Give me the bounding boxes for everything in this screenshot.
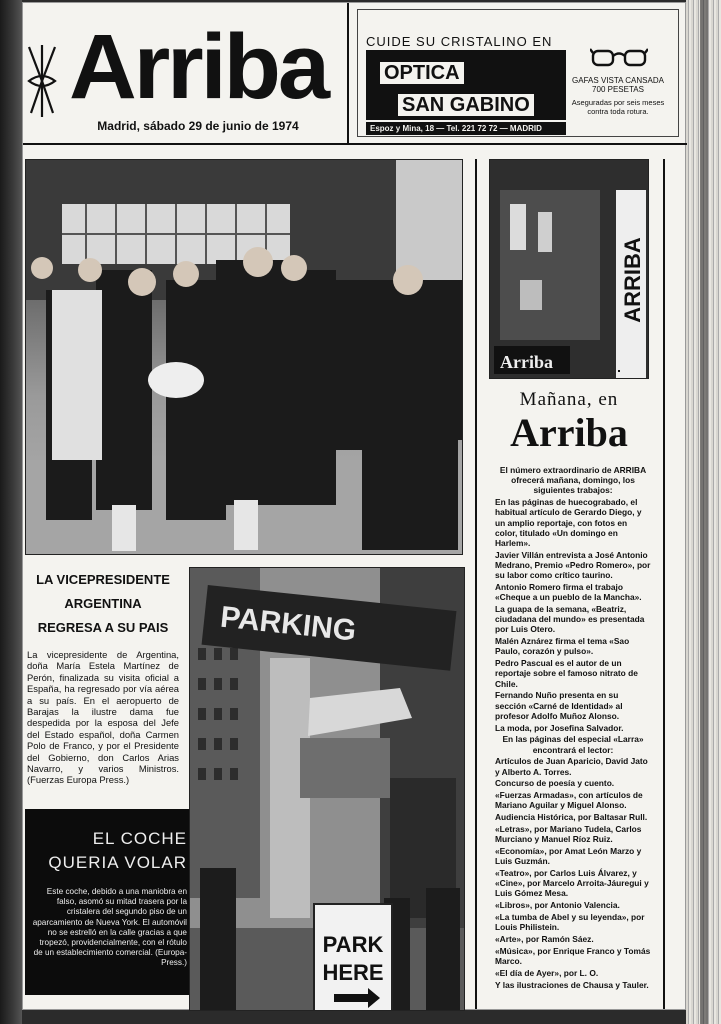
list-item: Pedro Pascual es el autor de un reportaje sobre el famoso nitrato de Chile.	[495, 658, 638, 689]
side-photo-logo: Arriba	[500, 352, 553, 372]
coche-body: Este coche, debido a una maniobra en falso, asomó su mitad trasera por la cristalera del segundo piso de un aparcamiento de Nueva York. El automóvil no se estrelló en la calle gracias a que tropezó, providencialmente, con el rótulo de un establecimiento comercial. (Europa-Press.)	[32, 887, 187, 968]
list-item: Y las ilustraciones de Chausa y Tauler.	[495, 979, 649, 990]
main-photo-illustration	[26, 160, 463, 555]
list-item: «Arte», por Ramón Sáez.	[495, 934, 594, 945]
list-item: «Música», por Enrique Franco y Tomás Marco.	[495, 945, 651, 967]
coche-article	[25, 809, 193, 995]
yoke-and-arrows-icon	[25, 41, 59, 121]
ad-tagline: CUIDE SU CRISTALINO EN	[366, 34, 553, 49]
nyc-photo-illustration	[190, 568, 465, 1011]
list-item: En las páginas de huecograbado, el habitual artículo de Gerardo Diego, y un amplio reportaje, con fotos en color, titulado «Un domingo en Harlem».	[495, 497, 642, 549]
vicepresidente-headline-line3: REGRESA A SU PAIS	[37, 620, 169, 635]
masthead	[23, 3, 687, 145]
list-item: «El día de Ayer», por L. O.	[495, 967, 599, 978]
list-item: Malén Aznárez firma el tema «Sao Paulo, corazón y pulso».	[495, 636, 630, 657]
coche-headline-line2: QUERIA VOLAR	[48, 853, 187, 872]
parking-sign: PARKING	[218, 600, 358, 648]
list-item: «Libros», por Antonio Valencia.	[495, 900, 620, 911]
main-photo-farewell	[25, 159, 463, 555]
list-item: La guapa de la semana, «Beatriz, ciudadana del mundo» es presentada por Luis Otero.	[495, 604, 645, 635]
optica-advertisement	[357, 9, 679, 137]
column-rule-right	[663, 159, 665, 1009]
side-photo-vertical-logo: ARRIBA	[620, 237, 645, 323]
vicepresidente-body: La vicepresidente de Argentina, doña María Estela Martínez de Perón, finalizada su visita oficial a España, ha regresado por vía aérea a su país. En el aeropuerto de Barajas la ilustre dama fue despedida por la esposa del Jefe del Estado español, doña Carmen Polo de Franco, y por el Presidente del Gobierno, don Carlos Arias Navarro, y varios Ministros. (Fuerzas Europa Press.)	[27, 649, 179, 786]
newspaper-page	[22, 2, 686, 1010]
list-item: La moda, por Josefina Salvador.	[495, 722, 624, 733]
book-binding	[0, 0, 22, 1024]
list-item: Artículos de Juan Aparicio, David Jato y Alberto A. Torres.	[495, 756, 648, 777]
list-item: Antonio Romero firma el trabajo «Cheque a un pueblo de la Mancha».	[495, 582, 642, 603]
list-item: Javier Villán entrevista a José Antonio Medrano, Premio «Pedro Romero», por su labor como crítico taurino.	[495, 549, 651, 581]
nyc-parking-photo	[189, 567, 465, 1011]
manana-contents	[493, 465, 651, 991]
list-item: «La tumba de Abel y su leyenda», por Louis Philistein.	[495, 912, 645, 933]
ad-brand-line1: OPTICA	[380, 62, 464, 84]
vicepresidente-headline-line1: LA VICEPRESIDENTE	[36, 572, 170, 587]
masthead-title-block	[23, 3, 349, 145]
list-item: «Letras», por Mariano Tudela, Carlos Murciano y Manuel Ríoz Ruiz.	[495, 824, 642, 845]
vicepresidente-headline	[27, 568, 179, 640]
ad-guarantee: Aseguradas por seis meses contra toda rotura.	[571, 98, 665, 116]
list-item: «Teatro», por Carlos Luis Álvarez, y «Cine», por Marcelo Arroita-Jáuregui y Luis Gómez Mesa.	[495, 868, 649, 899]
page-edges	[686, 0, 721, 1024]
ad-brand-line2: SAN GABINO	[398, 94, 534, 116]
list-item: Audiencia Histórica, por Baltasar Rull.	[495, 812, 648, 823]
manana-heading-line2: Arriba	[510, 410, 628, 455]
list-item: El número extraordinario de ARRIBA ofrecerá mañana, domingo, los siguientes trabajos:	[499, 465, 647, 496]
list-item: En las páginas del especial «Larra» encontrará el lector:	[502, 734, 644, 755]
dateline: Madrid, sábado 29 de junio de 1974	[97, 119, 299, 133]
list-item: Concurso de poesía y cuento.	[495, 778, 615, 789]
park-here-sign-line1: PARK	[322, 932, 384, 957]
list-item: «Fuerzas Armadas», con artículos de Mariano Aguilar y Miguel Alonso.	[495, 790, 643, 811]
coche-headline-line1: EL COCHE	[92, 829, 187, 848]
vicepresidente-headline-line2: ARGENTINA	[64, 596, 142, 611]
manana-heading-line1: Mañana, en	[519, 389, 619, 410]
masthead-title: Arriba	[68, 16, 328, 118]
list-item: «Economía», por Amat León Marzo y Luis Guzmán.	[495, 846, 642, 867]
list-item: Fernando Nuño presenta en su sección «Carné de Identidad» al profesor Adolfo Muñoz Alonso.	[495, 690, 623, 721]
park-here-sign-line2: HERE	[322, 960, 384, 985]
side-photo-illustration	[490, 160, 649, 379]
ad-offer: GAFAS VISTA CANSADA 700 PESETAS	[572, 76, 664, 94]
manana-header	[489, 385, 649, 455]
side-photo-street	[489, 159, 649, 379]
coche-headline	[31, 827, 187, 875]
eyeglasses-icon	[590, 46, 648, 68]
ad-address: Espoz y Mina, 18 — Tel. 221 72 72 — MADRID	[366, 122, 566, 135]
column-rule	[475, 159, 477, 1009]
